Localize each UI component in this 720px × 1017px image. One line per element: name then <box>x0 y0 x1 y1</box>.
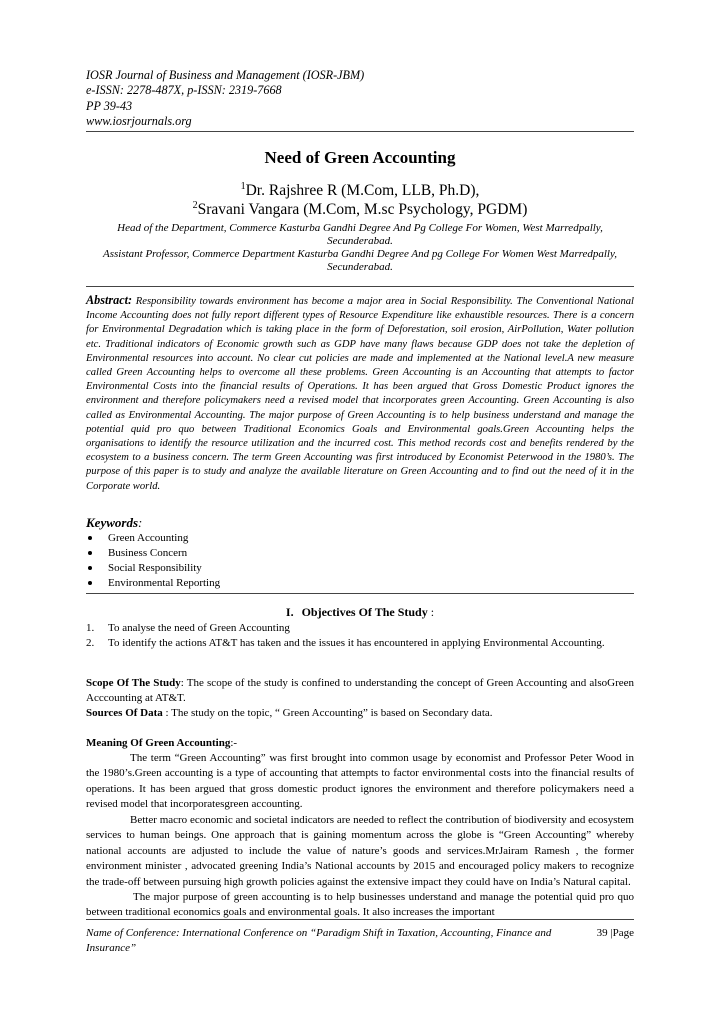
page-number: 39 |Page <box>596 927 634 939</box>
meaning-suffix: :- <box>230 737 238 749</box>
objective-item <box>86 636 634 651</box>
author-2-sup: 2 <box>192 200 198 211</box>
scope-paragraph <box>86 676 634 707</box>
abstract-text: Responsibility towards environment has become a major area in Social Responsibility. The Conventional National Income Accounting does not fully report different types of Resource Expenditure like exhaustible resources. There is a concern for Environmental Degradation which is taking place in the form of Deforestation, soil erosion, AirPollution, Water pollution etc. Traditional indicators of Economic growth such as GDP have many flaws because GDP does not take the depletion of Environmental resources into account. No clear cut policies are made and implemented at the National level.A new measure called Green Accounting helps to overcome all these problems. Green Accounting is an Accounting that attempts to factor Environmental Costs into the financial results of Operations. It has been argued that Gross Domestic Product ignores the environment and therefore policymakers need a revised model that incorporates green Accounting. Green Accounting is also called as Environmental Accounting. The major purpose of Green Accounting is to help business understand and manage the potential quid pro quo between Traditional Economics Goals and Environmental goals.Green Accounting helps the organisations to identify the resource utilization and the incurred cost. This method records cost and benefits rendered by the ecosystem to a business concern. The term Green Accounting was first introduced by Economist Peterwood in the 1980’s. The purpose of this paper is to study and analyze the available literature on Green Accounting and to find out the need of it in the Corporate world. <box>86 296 634 492</box>
author-2 <box>86 201 634 219</box>
objective-text: To analyse the need of Green Accounting <box>108 622 290 634</box>
sources-label: Sources Of Data <box>86 707 163 719</box>
meaning-paragraph-2: Better macro economic and societal indicators are needed to reflect the contribution of biodiversity and ecosystem services to human beings. One approach that is gaining momentum across the globe is “Green Accounting” whereby national accounts are adjusted to include the value of nature’s goods and services.MrJairam Ramesh , the former environment minister , advocated greening India’s National accounts by 2015 and encouraged policy makers to recognize the trade-off between pursuing high growth policies against the extensive impact they could have on India’s Natural capital. <box>86 814 634 888</box>
author-1-sup: 1 <box>240 181 246 192</box>
affiliations <box>86 222 634 274</box>
meaning-paragraph-3: The major purpose of green accounting is to help businesses understand and manage the potential quid pro quo between traditional economics goals and environmental goals. It also increases the important <box>86 891 634 919</box>
journal-name: IOSR Journal of Business and Management (IOSR-JBM) <box>86 68 365 82</box>
keywords-heading <box>86 515 142 531</box>
scope-label: Scope Of The Study <box>86 677 181 689</box>
meaning-heading <box>86 736 634 751</box>
page-footer <box>86 926 634 956</box>
author-1 <box>86 182 634 200</box>
sources-text: : The study on the topic, “ Green Accounting” is based on Secondary data. <box>162 707 493 719</box>
section-title: Objectives Of The Study <box>301 605 428 619</box>
keyword-text: Business Concern <box>108 547 188 559</box>
section-heading <box>86 605 634 620</box>
keywords-label: Keywords <box>86 515 138 530</box>
meaning-paragraph-1: The term “Green Accounting” was first brought into common usage by economist and Professor Peter Wood in the 1980’s.Green accounting is a type of accounting that attempts to factor environmental costs into the financial results of operations. It has been argued that gross domestic product ignores the environment and therefore policymakers need a revised model that incorporatesgreen accounting. <box>86 752 634 811</box>
keyword-text: Environmental Reporting <box>108 577 221 589</box>
abstract-top-divider <box>86 286 634 287</box>
author-2-name: Sravani Vangara (M.Com, M.sc Psychology, PGDM) <box>197 201 528 218</box>
paper-title: Need of Green Accounting <box>264 148 456 167</box>
journal-issn: e-ISSN: 2278-487X, p-ISSN: 2319-7668 <box>86 83 282 98</box>
conference-name: Name of Conference: International Conference on “Paradigm Shift in Taxation, Accounting, Finance and Insurance” <box>86 927 552 954</box>
keyword-text: Social Responsibility <box>108 562 202 574</box>
bullet-icon <box>88 581 92 585</box>
section-colon: : <box>427 605 435 619</box>
objective-text: To identify the actions AT&T has taken and the issues it has encountered in applying Environmental Accounting. <box>108 637 605 649</box>
footer-divider <box>86 919 634 920</box>
section-number: I. <box>285 605 294 619</box>
scope-text: : The scope of the study is confined to understanding the concept of Green Accounting and alsoGreen Acccounting at AT&T. <box>86 677 634 705</box>
author-1-name: Dr. Rajshree R (M.Com, LLB, Ph.D), <box>245 182 480 199</box>
objective-number: 2. <box>86 637 95 649</box>
objective-number: 1. <box>86 622 95 634</box>
journal-header <box>86 68 364 129</box>
bullet-icon <box>88 536 92 540</box>
bullet-icon <box>88 566 92 570</box>
keywords-colon: : <box>138 515 143 530</box>
sources-paragraph <box>86 706 634 721</box>
bullet-icon <box>88 551 92 555</box>
meaning-label: Meaning Of Green Accounting <box>86 737 231 749</box>
objective-item <box>86 621 634 636</box>
keyword-text: Green Accounting <box>108 532 189 544</box>
abstract <box>86 293 634 494</box>
keywords-bottom-divider <box>86 593 634 594</box>
affiliation-2: Assistant Professor, Commerce Department Kasturba Gandhi Degree And pg College For Women West Marredpally, Secunderabad. <box>102 248 617 273</box>
header-divider <box>86 131 634 132</box>
affiliation-1: Head of the Department, Commerce Kasturba Gandhi Degree And Pg College For Women, West Marredpally, Secunderabad. <box>117 222 603 247</box>
journal-website[interactable]: www.iosrjournals.org <box>86 113 192 128</box>
objectives-list <box>86 621 634 651</box>
journal-pages: PP 39-43 <box>86 98 133 113</box>
abstract-label: Abstract: <box>86 293 133 307</box>
